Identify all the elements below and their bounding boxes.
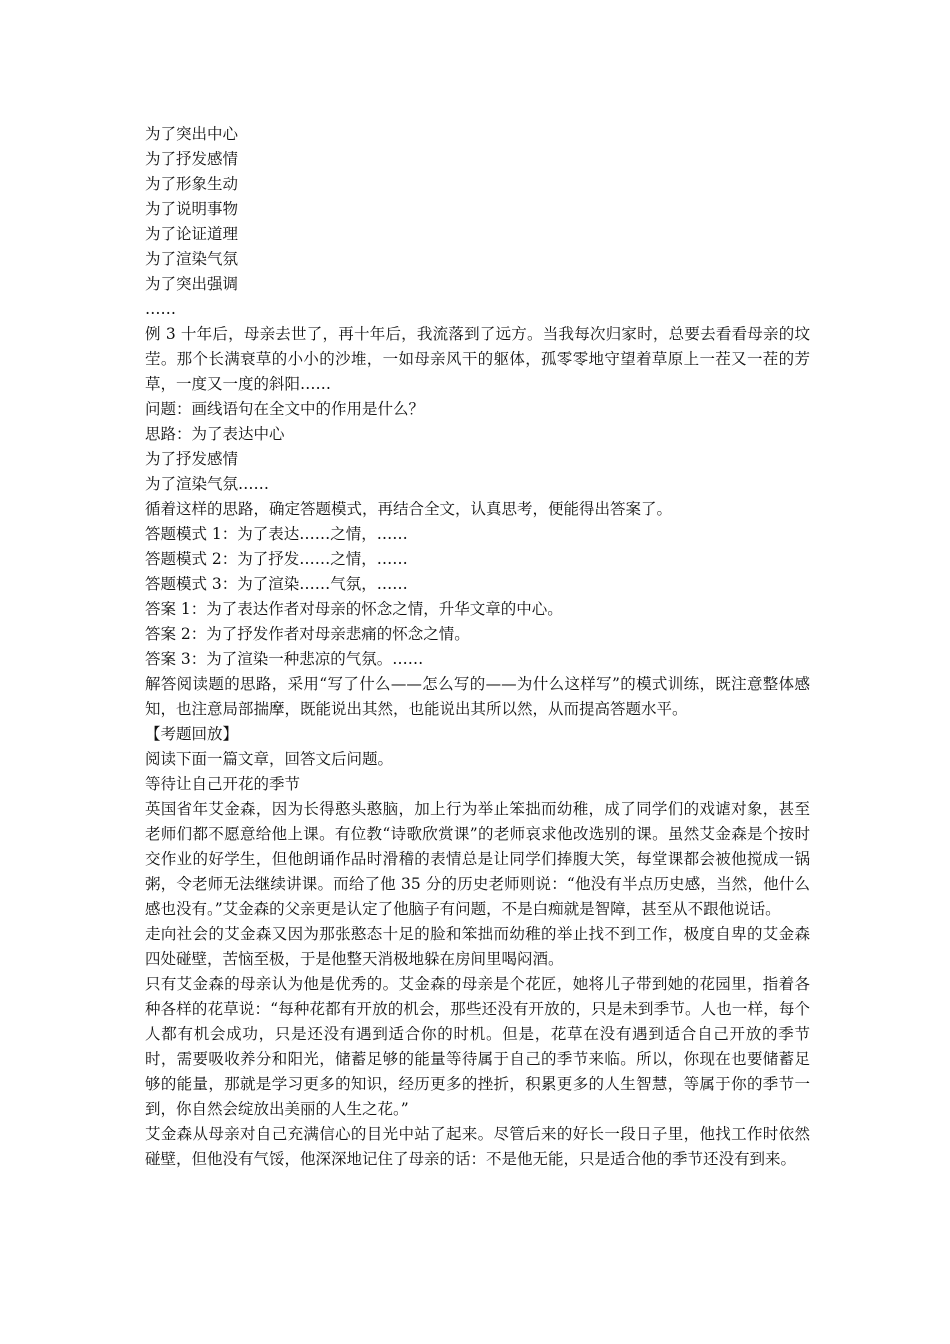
answer-line: 答案 1：为了表达作者对母亲的怀念之情，升华文章的中心。 bbox=[145, 600, 563, 618]
article-paragraph: 走向社会的艾金森又因为那张憨态十足的脸和笨拙而幼稚的举止找不到工作，极度自卑的艾金森四处碰壁，苦恼至极，于是他整天消极地躲在房间里喝闷酒。 bbox=[145, 925, 810, 968]
purpose-line: 为了形象生动 bbox=[145, 175, 239, 193]
thinking-line: 思路：为了表达中心 bbox=[145, 425, 285, 443]
thinking-line: 为了抒发感情 bbox=[145, 450, 239, 468]
answer-pattern-line: 答题模式 1：为了表达……之情，…… bbox=[145, 525, 408, 543]
instruction-line: 阅读下面一篇文章，回答文后问题。 bbox=[145, 750, 394, 768]
article-paragraph: 英国省年艾金森，因为长得憨头憨脑，加上行为举止笨拙而幼稚，成了同学们的戏谑对象，甚至老师们都不愿意给他上课。有位教“诗歌欣赏课”的老师哀求他改选别的课。虽然艾金森是个按时交作业的好学生，但他朗诵作品时滑稽的表情总是让同学们捧腹大笑，每堂课都会被他搅成一锅粥，令老师无法继续讲课。而给了他 35 分的历史老师则说：“他没有半点历史感，当然，他什么感也没有。”艾金森的父亲更是认定了他脑子有问题，不是白痴就是智障，甚至从不跟他说话。 bbox=[145, 800, 810, 918]
summary-paragraph: 解答阅读题的思路，采用“写了什么——怎么写的——为什么这样写”的模式训练，既注意整体感知，也注意局部揣摩，既能说出其然，也能说出其所以然，从而提高答题水平。 bbox=[145, 675, 810, 718]
ellipsis-line: …… bbox=[145, 300, 176, 318]
answer-line: 答案 3：为了渲染一种悲凉的气氛。…… bbox=[145, 650, 424, 668]
document-page bbox=[145, 122, 810, 1172]
purpose-line: 为了论证道理 bbox=[145, 225, 239, 243]
answer-line: 答案 2：为了抒发作者对母亲悲痛的怀念之情。 bbox=[145, 625, 470, 643]
purpose-line: 为了渲染气氛 bbox=[145, 250, 239, 268]
answer-pattern-line: 答题模式 3：为了渲染……气氛，…… bbox=[145, 575, 408, 593]
purpose-line: 为了抒发感情 bbox=[145, 150, 239, 168]
article-title: 等待让自己开花的季节 bbox=[145, 775, 301, 793]
question-line: 问题：画线语句在全文中的作用是什么？ bbox=[145, 400, 425, 418]
purpose-line: 为了突出强调 bbox=[145, 275, 239, 293]
method-line: 循着这样的思路，确定答题模式，再结合全文，认真思考，便能得出答案了。 bbox=[145, 500, 673, 518]
article-paragraph: 只有艾金森的母亲认为他是优秀的。艾金森的母亲是个花匠，她将儿子带到她的花园里，指着各种各样的花草说：“每种花都有开放的机会，那些还没有开放的，只是未到季节。人也一样，每个人都有机会成功，只是还没有遇到适合你的时机。但是，花草在没有遇到适合自己开放的季节时，需要吸收养分和阳光，储蓄足够的能量等待属于自己的季节来临。所以，你现在也要储蓄足够的能量，那就是学习更多的知识，经历更多的挫折，积累更多的人生智慧，等属于你的季节一到，你自然会绽放出美丽的人生之花。” bbox=[145, 975, 810, 1118]
answer-pattern-line: 答题模式 2：为了抒发……之情，…… bbox=[145, 550, 408, 568]
purpose-line: 为了说明事物 bbox=[145, 200, 239, 218]
article-paragraph: 艾金森从母亲对自己充满信心的目光中站了起来。尽管后来的好长一段日子里，他找工作时依然碰壁，但他没有气馁，他深深地记住了母亲的话：不是他无能，只是适合他的季节还没有到来。 bbox=[145, 1125, 810, 1168]
purpose-line: 为了突出中心 bbox=[145, 125, 239, 143]
thinking-line: 为了渲染气氛…… bbox=[145, 475, 270, 493]
section-heading: 【考题回放】 bbox=[145, 725, 239, 743]
example-3-paragraph: 例 3 十年后，母亲去世了，再十年后，我流落到了远方。当我每次归家时，总要去看看母亲的坟茔。那个长满衰草的小小的沙堆，一如母亲风干的躯体，孤零零地守望着草原上一茬又一茬的芳草，一度又一度的斜阳…… bbox=[145, 325, 810, 393]
